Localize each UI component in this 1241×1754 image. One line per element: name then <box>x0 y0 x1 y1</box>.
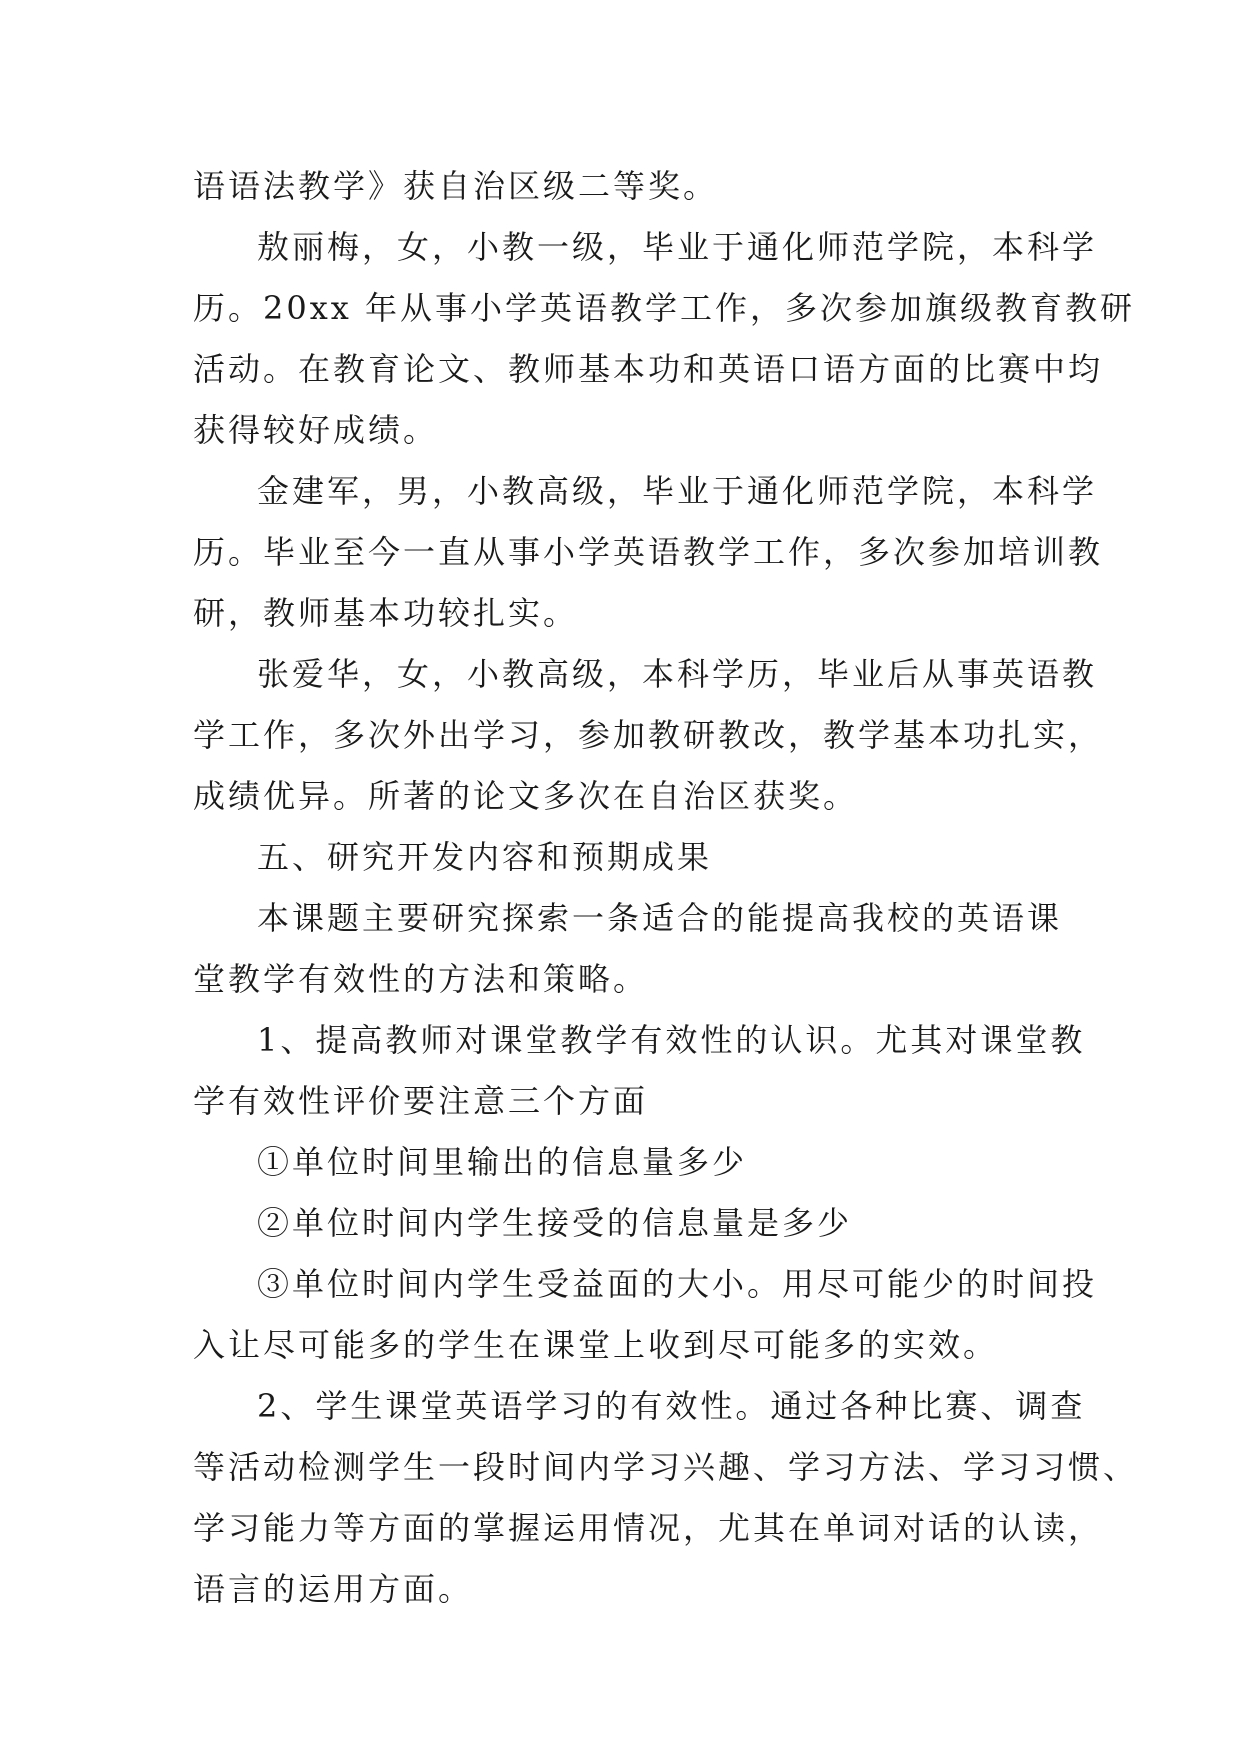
text-line: 学有效性评价要注意三个方面 <box>193 1082 649 1120</box>
text-line: 获得较好成绩。 <box>193 411 439 449</box>
text-line: 本课题主要研究探索一条适合的能提高我校的英语课 <box>257 899 1063 937</box>
text-line: 活动。在教育论文、教师基本功和英语口语方面的比赛中均 <box>193 350 1104 388</box>
list-item: ②单位时间内学生接受的信息量是多少 <box>257 1204 853 1242</box>
section-heading: 五、研究开发内容和预期成果 <box>257 838 713 876</box>
text-line: 语语法教学》获自治区级二等奖。 <box>193 167 719 205</box>
text-line: 张爱华，女，小教高级，本科学历，毕业后从事英语教 <box>257 655 1098 693</box>
list-item: ③单位时间内学生受益面的大小。用尽可能少的时间投 <box>257 1265 1098 1303</box>
text-line: 1、提高教师对课堂教学有效性的认识。尤其对课堂教 <box>257 1021 1086 1059</box>
document-body <box>193 156 1139 1620</box>
text-line: 敖丽梅，女，小教一级，毕业于通化师范学院，本科学 <box>257 228 1098 266</box>
text-line: 等活动检测学生一段时间内学习兴趣、学习方法、学习习惯、 <box>193 1448 1139 1486</box>
list-item: ①单位时间里输出的信息量多少 <box>257 1143 748 1181</box>
text-line: 2、学生课堂英语学习的有效性。通过各种比赛、调查 <box>257 1387 1086 1425</box>
text-line: 历。20xx 年从事小学英语教学工作，多次参加旗级教育教研 <box>193 289 1135 327</box>
text-line: 入让尽可能多的学生在课堂上收到尽可能多的实效。 <box>193 1326 999 1364</box>
text-line: 金建军，男，小教高级，毕业于通化师范学院，本科学 <box>257 472 1098 510</box>
text-line: 语言的运用方面。 <box>193 1570 474 1608</box>
text-line: 历。毕业至今一直从事小学英语教学工作，多次参加培训教 <box>193 533 1104 571</box>
text-line: 研，教师基本功较扎实。 <box>193 594 579 632</box>
text-line: 堂教学有效性的方法和策略。 <box>193 960 649 998</box>
text-line: 成绩优异。所著的论文多次在自治区获奖。 <box>193 777 859 815</box>
text-line: 学习能力等方面的掌握运用情况，尤其在单词对话的认读， <box>193 1509 1104 1547</box>
text-line: 学工作，多次外出学习，参加教研教改，教学基本功扎实， <box>193 716 1104 754</box>
